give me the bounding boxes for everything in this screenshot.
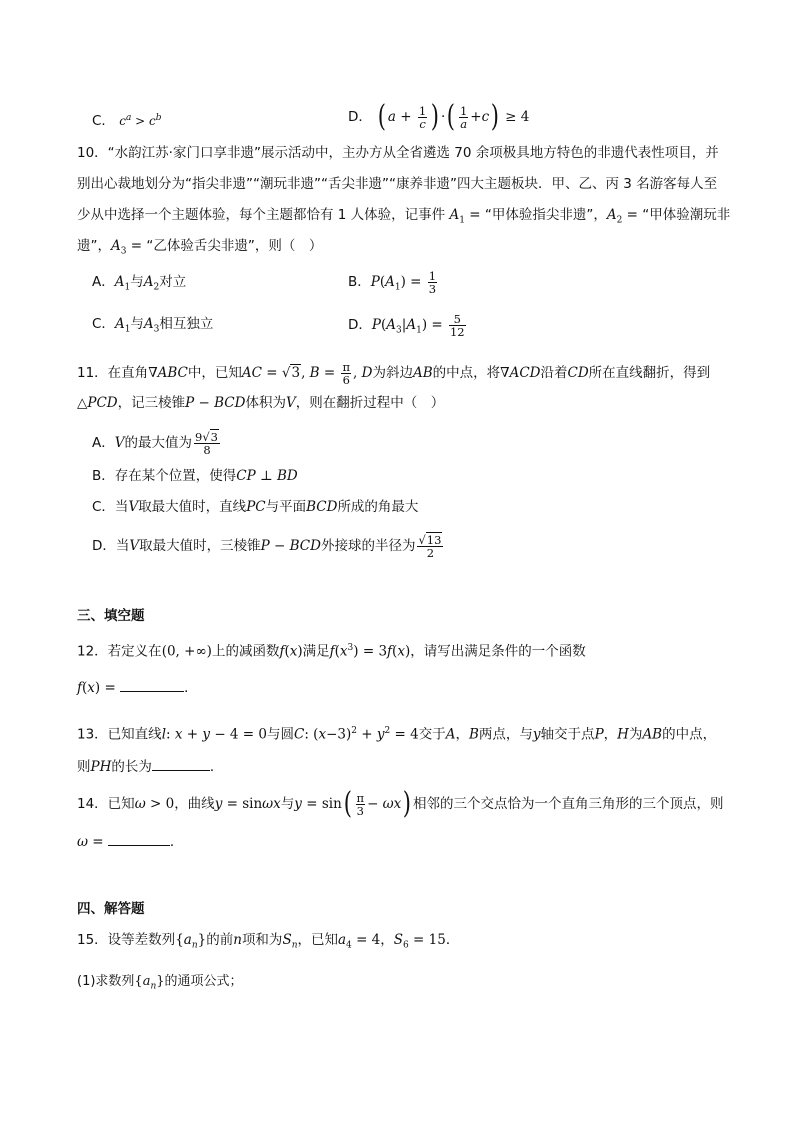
q15-sub1: (1)求数列$\{a_n\}$的通项公式；	[77, 974, 243, 992]
q11-option-d: D．当V取最大值时，三棱锥P − BCD外接球的半径为 $\frac{√13}{2}$	[92, 532, 442, 560]
q15-line1: 15．设等差数列$\{a_n\}$的前n项和为$S_n$，已知$a_4 = 4$，$S_6 = 15$．	[77, 932, 460, 951]
q9-option-c: C． $c^a > c^b$	[92, 113, 162, 129]
q14-answer-blank[interactable]	[108, 845, 170, 846]
q12-line1: 12．若定义在(0, +∞)上的减函数f(x)满足$f(x^3) = 3f(x)$，请写出满足条件的一个函数	[77, 643, 586, 660]
section-solution-heading: 四、解答题	[77, 901, 145, 917]
q11-option-b: B．存在某个位置，使得CP ⊥ BD	[92, 468, 298, 484]
q10-line4: 遗”，$A_3$ = “乙体验舌尖非遗”，则（ ）	[77, 238, 323, 257]
q9-option-d: D． ( a + $\frac{1}{c}$ ) ·( $\frac{1}{a}$ +c) ≥ 4	[348, 99, 530, 134]
q14-line1: 14．已知ω > 0，曲线y = sinωx与y = sin( $\frac{\pi}{3}$ − ωx) 相邻的三个交点恰为一个直角三角形的三个顶点，则	[77, 786, 724, 821]
q11-option-a: A．V的最大值为 $\frac{9√3}{8}$	[92, 429, 218, 457]
q10-line2: 别出心裁地划分为“指尖非遗”“潮玩非遗”“舌尖非遗”“康养非遗”四大主题板块．甲、乙、丙 3 名游客每人至	[77, 176, 718, 192]
q11-option-c: C．当V取最大值时，直线PC与平面BCD所成的角最大	[92, 499, 419, 515]
q11-line1: 11．在直角∇ABC中，已知AC = √3, B = $\frac{\pi}{6}$ , D为斜边AB的中点，将∇ACD沿着CD所在直线翻折，得到	[77, 359, 711, 387]
q13-line2: 则PH的长为 ．	[77, 759, 224, 775]
q10-option-b: B．$P(A_1)$ = $\frac{1}{3}$	[348, 268, 437, 296]
q12-answer-blank[interactable]	[120, 691, 184, 692]
section-fill-in-heading: 三、填空题	[77, 608, 145, 624]
q12-answer-line: f(x) = ．	[77, 680, 198, 696]
q11-line2: △PCD，记三棱锥P − BCD体积为V，则在翻折过程中（ ）	[77, 395, 445, 411]
formula: $c^a > c^b$	[119, 113, 162, 128]
q14-answer-line: ω = ．	[77, 834, 184, 850]
q13-answer-blank[interactable]	[152, 770, 210, 771]
q10-line1: 10．“水韵江苏·家门口享非遗”展示活动中，主办方从全省遴选 70 余项极具地方特色的非遗代表性项目，并	[77, 145, 719, 161]
q13-line1: 13．已知直线l: x + y − 4 = 0与圆C: $(x-3)^2 + y^2 = 4$交于A，B两点，与y轴交于点P，H为AB的中点，	[77, 726, 717, 743]
q10-option-c: C．$A_1$与$A_3$相互独立	[92, 316, 214, 335]
q10-option-a: A．$A_1$与$A_2$对立	[92, 274, 187, 293]
q10-line3: 少从中选择一个主题体验，每个主题都恰有 1 人体验，记事件 $A_1$ = “甲体验指尖非遗”，$A_2$ = “甲体验潮玩非	[77, 207, 731, 226]
q10-option-d: D．$P(A_3|A_1)$ = $\frac{5}{12}$	[348, 311, 465, 339]
